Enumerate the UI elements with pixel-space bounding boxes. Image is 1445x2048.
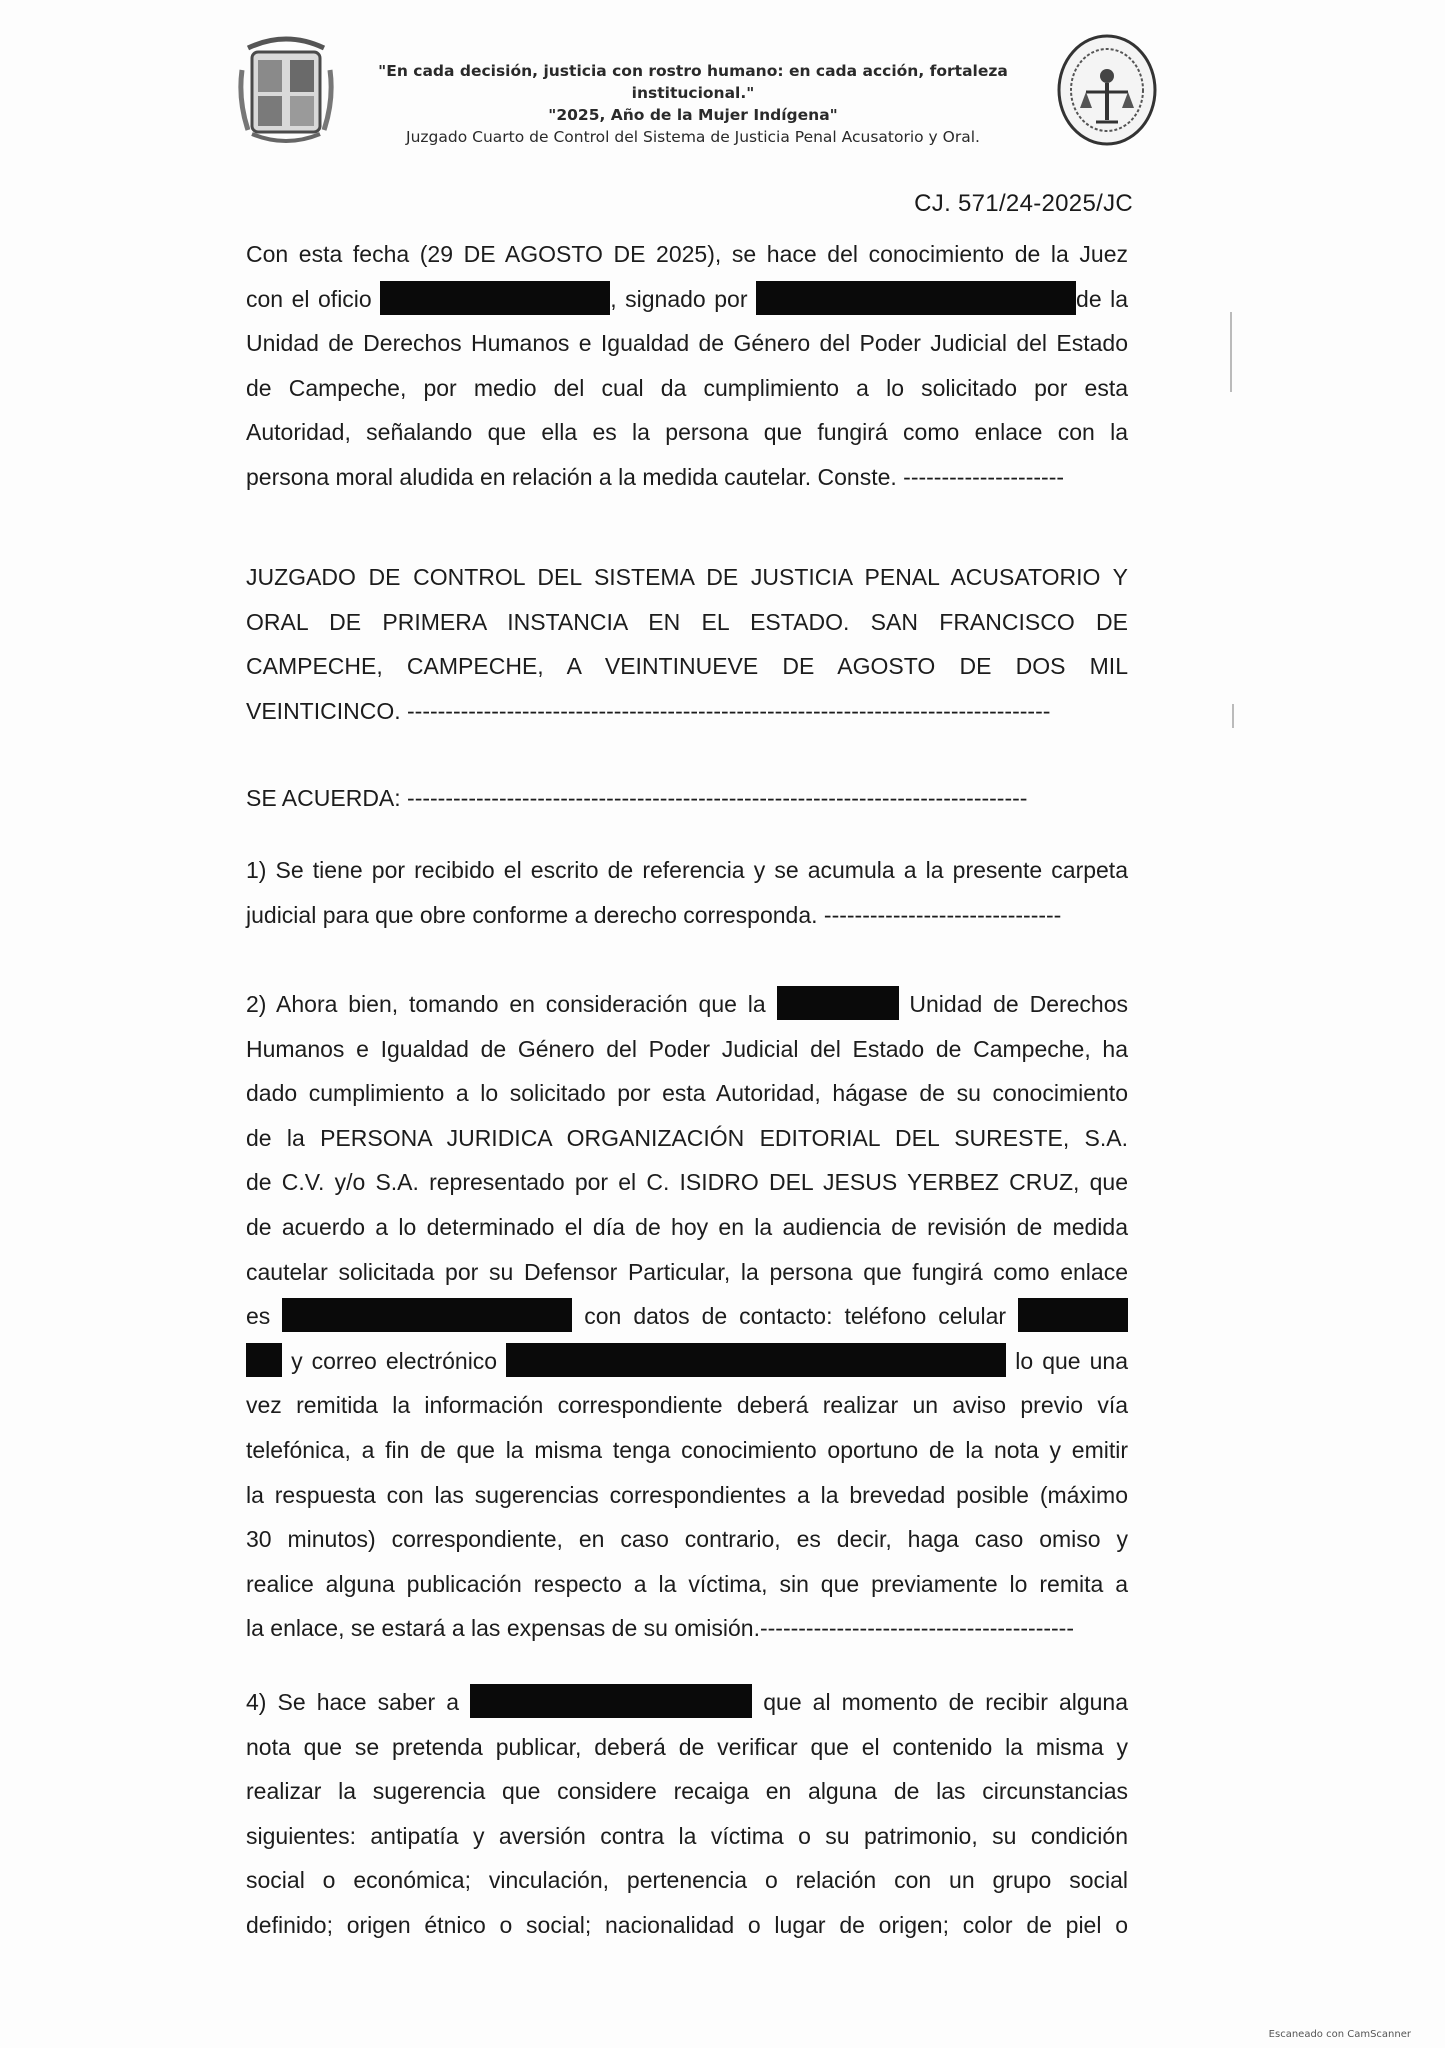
text-line: 30 minutos) correspondiente, en caso contrario, es decir, haga caso omiso y (246, 1526, 1128, 1553)
text-line: Humanos e Igualdad de Género del Poder Judicial del Estado de Campeche, ha (246, 1035, 1128, 1062)
text-line: SE ACUERDA: --------------------------------------------------------------------------------- (246, 785, 1028, 811)
text-fragment: lo que una (1015, 1347, 1129, 1374)
header-text (348, 60, 1038, 148)
text-line: Autoridad, señalando que ella es la persona que fungirá como enlace con la (246, 419, 1128, 446)
text-line: realice alguna publicación respecto a la víctima, sin que previamente lo remita a (246, 1570, 1128, 1597)
text-fragment: 4) Se hace saber a (246, 1689, 460, 1715)
text-fragment: 2) Ahora bien, tomando en consideración que la (246, 991, 766, 1017)
text-line: nota que se pretenda publicar, deberá de verificar que el contenido la misma y (246, 1733, 1128, 1760)
text-line (246, 1680, 1128, 1725)
text-fragment: es (246, 1303, 271, 1330)
text-line: de la PERSONA JURIDICA ORGANIZACIÓN EDITORIAL DEL SURESTE, S.A. (246, 1124, 1128, 1151)
scan-artifact-mark (1232, 704, 1234, 728)
text-fragment: con el oficio (246, 285, 372, 312)
header-motto: "En cada decisión, justicia con rostro humano: en cada acción, fortaleza institucional." (378, 62, 1008, 102)
resolution-item-4 (246, 1680, 1128, 1948)
redaction-bar (470, 1684, 752, 1718)
text-line: Con esta fecha (29 DE AGOSTO DE 2025), se hace del conocimiento de la Juez (246, 241, 1128, 267)
text-line: 1) Se tiene por recibido el escrito de referencia y se acumula a la presente carpeta (246, 857, 1128, 883)
text-line (246, 1339, 1128, 1384)
text-line: de Campeche, por medio del cual da cumplimiento a lo solicitado por esta (246, 374, 1128, 401)
text-line (246, 1294, 1128, 1339)
text-fragment: que al momento de recibir alguna (763, 1689, 1129, 1715)
text-fragment: con datos de contacto: teléfono celular (584, 1303, 1007, 1330)
letterhead (238, 30, 1158, 150)
redaction-bar (506, 1343, 1006, 1377)
judicial-seal-icon (1056, 32, 1158, 148)
text-line: telefónica, a fin de que la misma tenga conocimiento oportuno de la nota y emitir (246, 1436, 1128, 1463)
header-year: "2025, Año de la Mujer Indígena" (548, 106, 838, 124)
text-line: persona moral aludida en relación a la medida cautelar. Conste. --------------------- (246, 463, 1065, 490)
text-line: dado cumplimiento a lo solicitado por esta Autoridad, hágase de su conocimiento (246, 1080, 1128, 1107)
text-line: CAMPECHE, CAMPECHE, A VEINTINUEVE DE AGOSTO DE DOS MIL (246, 653, 1128, 680)
text-line: social o económica; vinculación, pertenencia o relación con un grupo social (246, 1867, 1128, 1894)
text-line: JUZGADO DE CONTROL DEL SISTEMA DE JUSTICIA PENAL ACUSATORIO Y (246, 564, 1128, 590)
text-line (246, 982, 1128, 1027)
text-line: siguientes: antipatía y aversión contra la víctima o su patrimonio, su condición (246, 1822, 1128, 1849)
text-line: ORAL DE PRIMERA INSTANCIA EN EL ESTADO. SAN FRANCISCO DE (246, 608, 1128, 635)
redaction-bar (380, 281, 610, 315)
text-fragment: Unidad de Derechos (909, 991, 1129, 1017)
redaction-bar (756, 281, 1076, 315)
text-line: vez remitida la información correspondiente deberá realizar un aviso previo vía (246, 1392, 1128, 1419)
court-heading-block (246, 555, 1128, 733)
redaction-bar (1018, 1298, 1128, 1332)
text-line: Unidad de Derechos Humanos e Igualdad de Género del Poder Judicial del Estado (246, 330, 1128, 357)
text-line: VEINTICINCO. ------------------------------------------------------------------------------------ (246, 697, 1051, 724)
text-line: la respuesta con las sugerencias correspondientes a la brevedad posible (máximo (246, 1481, 1128, 1508)
text-fragment: de la (1076, 285, 1129, 312)
header-court: Juzgado Cuarto de Control del Sistema de Justicia Penal Acusatorio y Oral. (406, 128, 980, 146)
text-line: cautelar solicitada por su Defensor Particular, la persona que fungirá como enlace (246, 1258, 1128, 1285)
text-fragment: y correo electrónico (291, 1347, 498, 1374)
text-line: definido; origen étnico o social; nacionalidad o lugar de origen; color de piel o (246, 1911, 1128, 1938)
scanner-watermark: Escaneado con CamScanner (1268, 2029, 1411, 2040)
case-number: CJ. 571/24-2025/JC (914, 190, 1133, 217)
text-line: realizar la sugerencia que considere recaiga en alguna de las circunstancias (246, 1778, 1128, 1805)
text-line: judicial para que obre conforme a derecho corresponda. ------------------------------- (246, 901, 1062, 928)
resolution-item-1 (246, 848, 1128, 937)
redaction-bar (246, 1343, 282, 1377)
redaction-bar (282, 1298, 572, 1332)
se-acuerda-heading (246, 776, 1128, 821)
text-line (246, 277, 1128, 322)
text-fragment: , signado por (610, 285, 748, 312)
campeche-coat-of-arms-icon (238, 30, 334, 148)
scan-artifact-mark (1230, 312, 1232, 392)
text-line: de C.V. y/o S.A. representado por el C. ISIDRO DEL JESUS YERBEZ CRUZ, que (246, 1169, 1128, 1196)
notice-paragraph (246, 232, 1128, 500)
redaction-bar (777, 986, 899, 1020)
text-line: de acuerdo a lo determinado el día de hoy en la audiencia de revisión de medida (246, 1213, 1128, 1240)
resolution-item-2 (246, 982, 1128, 1651)
text-line: la enlace, se estará a las expensas de su omisión.----------------------------------------- (246, 1615, 1074, 1642)
